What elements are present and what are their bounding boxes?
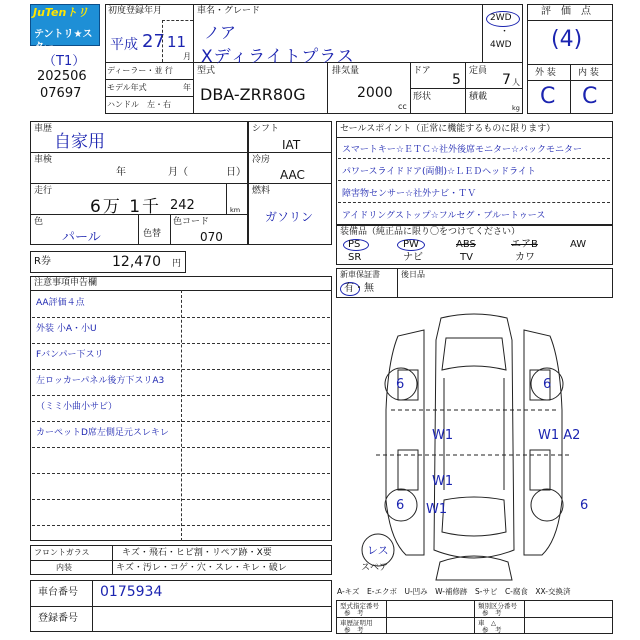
note-line-3: Fバンパー下スリ (36, 350, 104, 360)
color-code: 070 (200, 230, 223, 244)
footer-e: 車歴証明用 (340, 619, 373, 627)
ext-grade: C (540, 84, 556, 109)
cc-value: 2000 (357, 85, 393, 101)
model-year-label: モデル年式 (107, 83, 147, 92)
recycle-value: 12,470 (112, 254, 161, 270)
mileage-unit: km (230, 206, 241, 214)
spare-mark: レス (367, 544, 389, 557)
damage-mark-fr: 6 (543, 377, 552, 392)
type-label: 型式 (197, 66, 216, 76)
equip-airbag: エアB (511, 239, 538, 250)
damage-mark-left-door: W1 (432, 428, 454, 443)
footer-d: 参 考 (482, 609, 502, 617)
color-change-label: 色替 (143, 229, 162, 239)
damage-mark-right-door: W1 A2 (538, 428, 581, 443)
teiin-label: 定員 (469, 66, 488, 76)
inspect-month: 月（ (168, 167, 188, 178)
damage-mark-rocker: W1 (432, 474, 454, 489)
door-label: ドア (413, 66, 431, 76)
mileage-label: 走行 (34, 186, 53, 196)
damage-mark-rear: W1 (426, 502, 448, 517)
reg-month: 11 (167, 33, 187, 51)
handle-label: ハンドル 左・右 (107, 100, 171, 109)
color-value: パール (62, 230, 101, 245)
car-name: ノア (204, 23, 237, 42)
lot-tag: （T1） (43, 54, 86, 69)
notes-label: 注意事項申告欄 (34, 278, 98, 288)
footer-g: 参 考 (344, 626, 364, 634)
door-value: 5 (452, 72, 461, 88)
sales-line-1: スマートキー☆ＥＴＣ☆社外後席モニター☆バックモニター (342, 145, 583, 155)
glass-value: キズ・飛石・ヒビ割・リペア跡・X要 (122, 548, 272, 558)
inspect-year: 年 (116, 167, 126, 178)
drive-sep: ・ (500, 27, 510, 37)
warranty-value: 有・無 (344, 283, 374, 294)
recycle-box (30, 251, 186, 273)
usage-label: 車歴 (34, 124, 53, 134)
dealer-label: ディーラー・並 行 (107, 66, 173, 75)
sales-line-3: 障害物センサー☆社外ナビ・ＴＶ (342, 189, 477, 199)
spare-label: スペア (361, 563, 389, 573)
regno-label: 登録番号 (38, 613, 78, 624)
shift-label: シフト (252, 124, 280, 134)
equip-navi: ナビ (403, 252, 423, 263)
sales-line-4: アイドリングストップ☆フルセグ・ブルートゥース (342, 211, 546, 221)
footer-a: 型式指定番号 (340, 602, 379, 610)
equip-pw: PW (403, 239, 419, 250)
glass-label: フロントガラス (34, 548, 90, 557)
footer-b: 類別区分番号 (478, 602, 517, 610)
fuel-label: 燃料 (252, 186, 271, 196)
aircon-label: 冷房 (252, 155, 271, 165)
footer-c: 参 考 (344, 609, 364, 617)
equip-tv: TV (460, 252, 473, 263)
interior-label: 内装 (56, 563, 72, 572)
brand-logo (30, 4, 100, 53)
month-unit: 月 (183, 52, 191, 61)
sales-line-2: パワースライドドア(両側)☆ＬＥＤヘッドライト (342, 167, 536, 177)
color-label: 色 (34, 217, 44, 227)
reg-era: 平成 (110, 37, 138, 53)
chassis-label: 車台番号 (38, 587, 78, 598)
chassis-value: 0175934 (100, 584, 163, 600)
warranty-label: 新車保証書 (340, 270, 380, 279)
logo-line2: テントリ★スター (34, 29, 93, 53)
cc-unit: cc (398, 102, 407, 111)
drive-4wd: 4WD (490, 40, 512, 50)
teiin-value: 7 (502, 72, 511, 88)
reg-label: 初度登録年月 (108, 6, 163, 16)
name-label: 車名・グレード (197, 6, 261, 16)
note-line-5: （ミミ小曲小サビ） (36, 402, 118, 412)
sheet-code-2: 07697 (40, 86, 82, 101)
damage-mark-fl: 6 (396, 377, 405, 392)
int-grade: C (582, 84, 598, 109)
footer-f: 車 △ (478, 619, 496, 627)
inspect-day: 日） (226, 167, 246, 178)
damage-mark-rl: 6 (396, 498, 405, 513)
equip-abs: ABS (456, 239, 476, 250)
kg-unit: kg (512, 104, 520, 112)
note-line-2: 外装 小A・小U (36, 324, 97, 334)
car-grade: Xディライトプラス (201, 47, 355, 67)
recycle-unit: 円 (172, 259, 182, 269)
year-unit: 年 (183, 83, 191, 92)
equip-aw: AW (570, 239, 587, 250)
reg-year: 27 (142, 31, 165, 52)
grade-score: (4) (551, 27, 583, 52)
aircon-value: AAC (280, 168, 305, 182)
load-label: 積載 (469, 92, 488, 102)
color-code-label: 色コード (173, 217, 210, 227)
recycle-label: R券 (34, 256, 51, 267)
usage-value: 自家用 (54, 132, 105, 152)
after-label: 後日品 (401, 270, 425, 279)
note-line-4: 左ロッカーパネル後方下スリA3 (36, 376, 165, 386)
footer-h: 参 考 (482, 626, 502, 634)
ext-label: 外 装 (535, 68, 556, 78)
sales-label: セールスポイント（正常に機能するものに限ります） (340, 124, 556, 134)
equip-label: 装備品（純正品に限り〇をつけてください） (340, 227, 521, 237)
note-line-1: AA評価４点 (36, 298, 85, 308)
equip-ps: PS (348, 239, 361, 250)
damage-legend: A-キズ E-エクボ U-凹み W-補修跡 S-サビ C-腐食 XX-交換済 (337, 587, 571, 596)
shift-value: IAT (282, 138, 301, 152)
mileage-num: 242 (170, 198, 195, 213)
cc-label: 排気量 (332, 66, 360, 76)
equip-leather: カワ (515, 252, 535, 263)
equip-sr: SR (348, 252, 362, 263)
sheet-code-1: 202506 (37, 69, 87, 84)
interior-value: キズ・汚レ・コゲ・穴・スレ・キレ・破レ (116, 563, 287, 573)
mileage-value: 6万 1千 (90, 197, 162, 217)
inspect-label: 車検 (34, 155, 53, 165)
fuel-value: ガソリン (265, 210, 314, 224)
shape-label: 形状 (413, 92, 432, 102)
drive-2wd: 2WD (490, 13, 512, 23)
teiin-unit: 人 (512, 78, 520, 87)
logo-line1: JuTenトリ (33, 6, 89, 19)
int-label: 内 装 (578, 68, 599, 78)
note-line-6: カーペットD席左側足元スレキレ (36, 428, 169, 438)
damage-mark-rr: 6 (580, 498, 589, 513)
type-value: DBA-ZRR80G (200, 85, 306, 104)
grade-label: 評 価 点 (541, 6, 591, 17)
